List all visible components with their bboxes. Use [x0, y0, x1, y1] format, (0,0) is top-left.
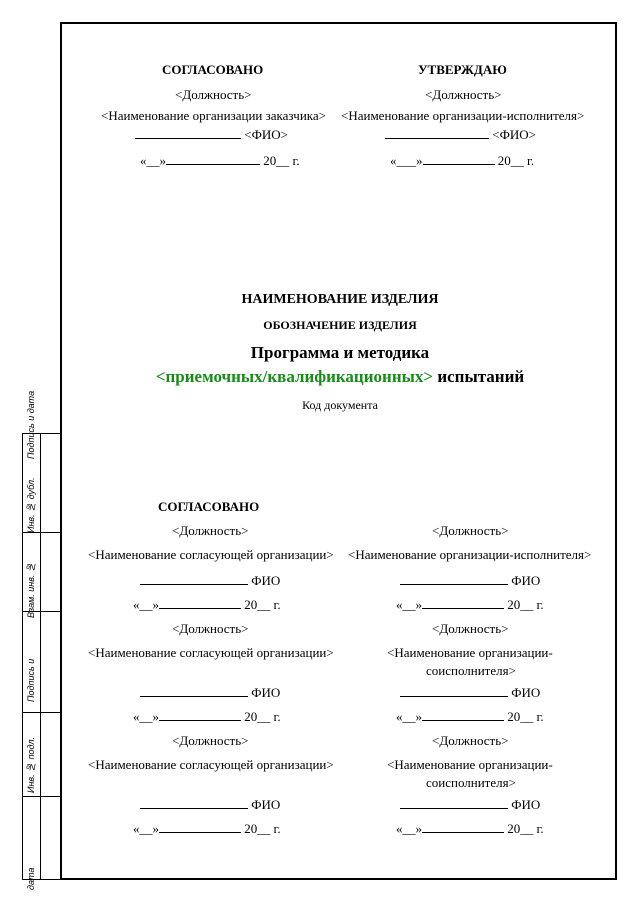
block3-left-position: <Должность> — [172, 733, 249, 748]
fio: ФИО — [511, 685, 541, 700]
fio: ФИО — [251, 573, 281, 588]
date-underline — [422, 709, 504, 721]
bottom-heading: СОГЛАСОВАНО — [158, 499, 260, 514]
signature-underline — [385, 127, 489, 139]
top-left-heading: СОГЛАСОВАНО — [162, 62, 264, 77]
block2-right-organization-line2: соисполнителя> — [426, 663, 516, 678]
block3-right-position: <Должность> — [432, 733, 509, 748]
side-stamp-line — [23, 712, 61, 713]
date-underline — [159, 597, 241, 609]
page-frame — [60, 22, 617, 880]
top-left-fio-line — [135, 127, 288, 143]
product-designation: ОБОЗНАЧЕНИЕ ИЗДЕЛИЯ — [263, 318, 417, 332]
side-stamp-divider — [40, 434, 41, 879]
block3-right-fio-line — [400, 797, 540, 813]
signature-underline — [400, 797, 508, 809]
date-day: «__» — [133, 709, 159, 724]
top-left-fio: <ФИО> — [244, 127, 288, 142]
signature-underline — [140, 573, 248, 585]
date-day: «__» — [396, 709, 422, 724]
top-left-position: <Должность> — [175, 87, 252, 102]
date-year: 20__ г. — [244, 821, 281, 836]
block1-left-organization: <Наименование согласующей организации> — [88, 547, 334, 562]
date-year: 20__ г. — [497, 153, 535, 168]
block3-right-organization-line2: соисполнителя> — [426, 775, 516, 790]
date-underline — [166, 153, 260, 165]
block2-right-date — [396, 709, 544, 725]
date-day: «__» — [396, 821, 422, 836]
date-underline — [422, 597, 504, 609]
sidebar-label-replace-inv: Взам. инв. № — [26, 562, 36, 618]
test-type-highlight: <приемочных/квалификационных> — [155, 367, 434, 386]
test-type-suffix: испытаний — [433, 367, 525, 386]
block3-left-organization: <Наименование согласующей организации> — [88, 757, 334, 772]
block2-right-fio-line — [400, 685, 540, 701]
date-day: «___» — [390, 153, 423, 168]
date-underline — [422, 821, 504, 833]
signature-underline — [135, 127, 241, 139]
block3-left-fio-line — [140, 797, 280, 813]
date-year: 20__ г. — [507, 821, 544, 836]
side-stamp-line — [23, 796, 61, 797]
test-type-line — [0, 367, 638, 387]
top-right-position: <Должность> — [425, 87, 502, 102]
document-type: Программа и методика — [250, 343, 430, 362]
top-right-heading: УТВЕРЖДАЮ — [418, 62, 507, 77]
fio: ФИО — [251, 797, 281, 812]
date-day: «__» — [133, 597, 159, 612]
top-right-date — [390, 153, 534, 169]
signature-underline — [140, 685, 248, 697]
signature-underline — [140, 797, 248, 809]
date-day: «__» — [396, 597, 422, 612]
signature-underline — [400, 573, 508, 585]
block1-left-position: <Должность> — [172, 523, 249, 538]
block1-left-date — [133, 597, 281, 613]
date-underline — [159, 821, 241, 833]
block2-left-date — [133, 709, 281, 725]
block3-right-organization-line1: <Наименование организации- — [387, 757, 553, 772]
block2-left-position: <Должность> — [172, 621, 249, 636]
date-year: 20__ г. — [507, 597, 544, 612]
block1-right-date — [396, 597, 544, 613]
date-year: 20__ г. — [244, 597, 281, 612]
block1-left-fio-line — [140, 573, 280, 589]
sidebar-label-dup-inv: Инв. № дубл. — [26, 477, 36, 533]
date-year: 20__ г. — [507, 709, 544, 724]
top-right-fio-line — [385, 127, 536, 143]
block1-right-position: <Должность> — [432, 523, 509, 538]
date-day: «__» — [133, 821, 159, 836]
top-right-organization: <Наименование организации-исполнителя> — [341, 108, 585, 123]
date-year: 20__ г. — [263, 153, 300, 168]
top-left-organization: <Наименование организации заказчика> — [101, 108, 326, 123]
block1-right-organization: <Наименование организации-исполнителя> — [348, 547, 592, 562]
sidebar-label-orig-inv: Инв. № подл. — [26, 736, 36, 794]
date-underline — [423, 153, 495, 165]
sidebar-label-signature-date: Подпись и дата — [26, 390, 36, 460]
block3-right-date — [396, 821, 544, 837]
date-year: 20__ г. — [244, 709, 281, 724]
top-right-fio: <ФИО> — [492, 127, 536, 142]
signature-underline — [400, 685, 508, 697]
block2-right-position: <Должность> — [432, 621, 509, 636]
document-code: Код документа — [302, 398, 378, 412]
block2-right-organization-line1: <Наименование организации- — [387, 645, 553, 660]
top-left-date — [140, 153, 300, 169]
product-name: НАИМЕНОВАНИЕ ИЗДЕЛИЯ — [241, 292, 439, 307]
date-underline — [159, 709, 241, 721]
block2-left-fio-line — [140, 685, 280, 701]
block1-right-fio-line — [400, 573, 540, 589]
fio: ФИО — [511, 573, 541, 588]
block2-left-organization: <Наименование согласующей организации> — [88, 645, 334, 660]
date-day: «__» — [140, 153, 166, 168]
sidebar-label-date: дата — [26, 867, 36, 891]
block3-left-date — [133, 821, 281, 837]
fio: ФИО — [251, 685, 281, 700]
fio: ФИО — [511, 797, 541, 812]
sidebar-label-signature: Подпись и — [26, 658, 36, 702]
